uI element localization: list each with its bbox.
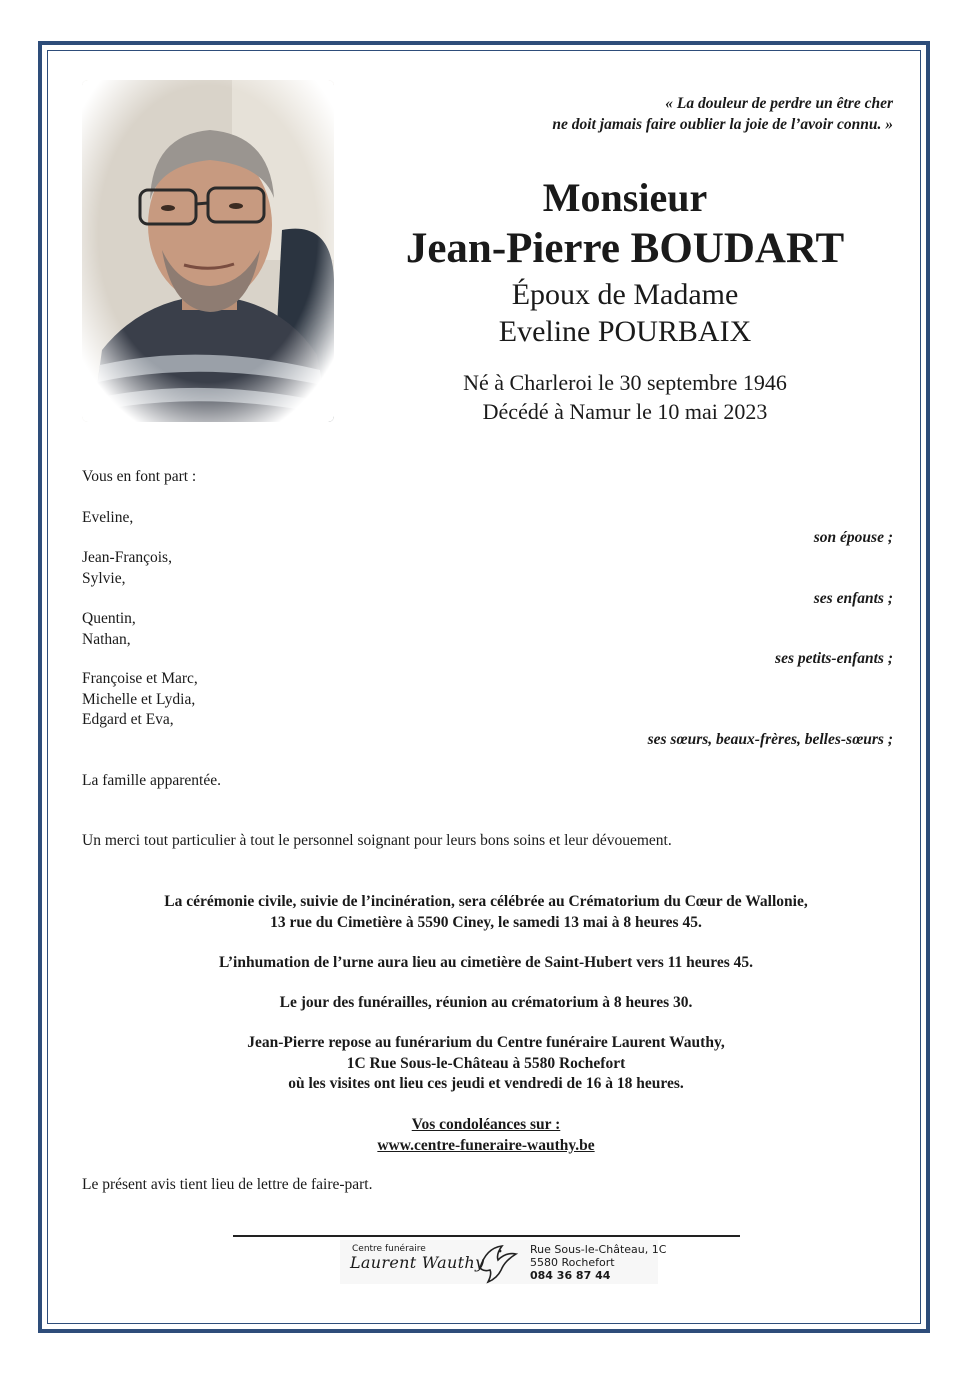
extended-family-line: La famille apparentée. <box>82 772 221 789</box>
family-name: Quentin, <box>82 610 136 627</box>
quote-line-2: ne doit jamais faire oublier la joie de l’avoir connu. » <box>552 116 893 133</box>
family-name: Nathan, <box>82 630 131 648</box>
life-dates <box>380 368 870 426</box>
quote-line-1: « La douleur de perdre un être cher <box>665 95 893 112</box>
funeral-home-address <box>530 1243 666 1282</box>
death-line: Décédé à Namur le 10 mai 2023 <box>482 399 768 424</box>
spouse-line-2: Eveline POURBAIX <box>498 315 752 348</box>
logo-script-name: Laurent Wauthy <box>350 1253 485 1272</box>
family-name: Françoise et Marc, <box>82 670 198 687</box>
portrait-illustration <box>82 80 334 422</box>
condolences-link[interactable]: www.centre-funeraire-wauthy.be <box>377 1136 595 1154</box>
spouse-info <box>380 276 870 350</box>
dove-logo-icon <box>472 1238 522 1290</box>
family-name: Michelle et Lydia, <box>82 690 196 708</box>
family-names-group-1 <box>82 508 133 529</box>
epigraph-quote <box>552 93 893 135</box>
relation-label: ses enfants ; <box>813 590 893 607</box>
closing-line: Le présent avis tient lieu de lettre de faire-part. <box>82 1176 373 1193</box>
family-name: Eveline, <box>82 509 134 526</box>
family-names-group-2 <box>82 548 172 589</box>
thanks-line: Un merci tout particulier à tout le personnel soignant pour leurs bons soins et leur dévouement. <box>82 832 672 849</box>
family-name: Sylvie, <box>82 569 126 587</box>
address-line-1: Rue Sous-le-Château, 1C <box>530 1243 667 1256</box>
funerarium-line-2: 1C Rue Sous-le-Château à 5580 Rochefort <box>346 1054 626 1072</box>
meeting-line: Le jour des funérailles, réunion au crématorium à 8 heures 30. <box>279 994 693 1011</box>
birth-line: Né à Charleroi le 30 septembre 1946 <box>463 370 787 395</box>
condolences-label: Vos condoléances sur : <box>411 1116 561 1133</box>
funerarium-line-1: Jean-Pierre repose au funérarium du Centre funéraire Laurent Wauthy, <box>247 1034 725 1051</box>
address-line-2: 5580 Rochefort <box>530 1256 615 1269</box>
family-name: Edgard et Eva, <box>82 711 174 728</box>
funerarium-line-3: où les visites ont lieu ces jeudi et vendredi de 16 à 18 heures. <box>288 1075 684 1092</box>
ceremony-line-1: La cérémonie civile, suivie de l’incinération, sera célébrée au Crématorium du Cœur de Wallonie, <box>164 893 808 910</box>
family-names-group-4 <box>82 669 198 731</box>
footer-divider <box>233 1235 740 1237</box>
portrait-photo <box>82 80 334 422</box>
urn-burial-line: L’inhumation de l’urne aura lieu au cimetière de Saint-Hubert vers 11 heures 45. <box>218 954 754 971</box>
honorific-title: Monsieur <box>542 175 708 220</box>
condolences-block <box>82 1115 890 1156</box>
logo-caption: Centre funéraire <box>352 1244 426 1254</box>
relation-label: ses sœurs, beaux-frères, belles-sœurs ; <box>647 731 893 748</box>
ceremony-paragraph <box>82 892 890 933</box>
relation-label: son épouse ; <box>813 529 893 546</box>
deceased-name: Jean-Pierre BOUDART <box>405 225 845 272</box>
intro-line: Vous en font part : <box>82 468 197 485</box>
relation-label: ses petits-enfants ; <box>775 650 893 667</box>
spouse-line-1: Époux de Madame <box>511 278 739 311</box>
family-name: Jean-François, <box>82 549 172 566</box>
funerarium-paragraph <box>82 1033 890 1095</box>
phone-number: 084 36 87 44 <box>530 1269 611 1282</box>
family-names-group-3 <box>82 609 136 650</box>
ceremony-line-2: 13 rue du Cimetière à 5590 Ciney, le samedi 13 mai à 8 heures 45. <box>270 913 702 931</box>
